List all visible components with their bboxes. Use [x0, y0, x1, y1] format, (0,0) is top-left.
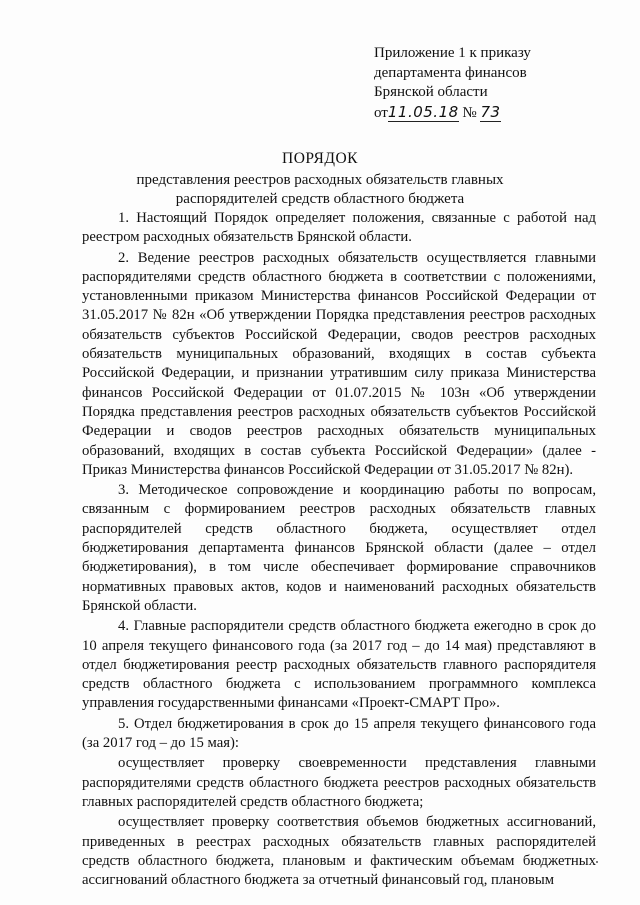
handwritten-number: 73 [480, 102, 501, 121]
document-subtitle: представления реестров расходных обязательств главных распорядителей средств областного бюджета [136, 172, 504, 207]
document-body [82, 209, 596, 890]
header-line-3: Брянской области [374, 84, 488, 100]
paragraph-3: 3. Методическое сопровождение и координацию работы по вопросам, связанным с формированием реестров расходных обязательств главных распорядителей средств областного бюджета, осуществляет отдел бюджетирования департамента финансов Брянской области (далее – отдел бюджетирования), в том числе обеспечивает формирование справочников нормативных правовых актов, кодов и наименований расходных обязательств Брянской области. [82, 482, 596, 614]
paragraph-4: 4. Главные распорядители средств областного бюджета ежегодно в срок до 10 апреля текущего финансового года (за 2017 год – до 14 мая) представляют в отдел бюджетирования реестр расходных обязательств главного распорядителя средств областного бюджета с использованием программного комплекса управления государственными финансами «Проект-СМАРТ Про». [82, 618, 596, 712]
paragraph-2: 2. Ведение реестров расходных обязательств осуществляется главными распорядителями средств областного бюджета в соответствии с положениями, установленными приказом Министерства финансов Российской Федерации от 31.05.2017 № 82н «Об утверждении Порядка представления реестров расходных обязательств субъектов Российской Федерации, сводов реестров расходных обязательств муниципальных образований, входящих в состав субъекта Российской Федерации, и признании утратившим силу приказа Министерства финансов Российской Федерации от 01.07.2015 № 103н «Об утверждении Порядка представления реестров расходных обязательств субъектов Российской Федерации и сводов реестров расходных обязательств муниципальных образований, входящих в состав субъекта Российской Федерации» (далее - Приказ Министерства финансов Российской Федерации от 31.05.2017 № 82н). [82, 249, 596, 478]
header-date-line [374, 103, 614, 124]
number-prefix: № [462, 104, 477, 121]
paragraph-5-item-1: осуществляет проверку своевременности представления главными распорядителями средств областного бюджета реестров расходных обязательств главных распорядителей средств областного бюджета; [82, 755, 596, 810]
scan-speck [596, 861, 598, 863]
handwritten-date: 11.05.18 [387, 102, 459, 121]
appendix-header [374, 44, 614, 123]
header-line-1: Приложение 1 к приказу [374, 45, 531, 61]
paragraph-5: 5. Отдел бюджетирования в срок до 15 апреля текущего финансового года (за 2017 год – до 15 мая): [82, 715, 596, 752]
paragraph-5-item-2: осуществляет проверку соответствия объемов бюджетных ассигнований, приведенных в реестрах расходных обязательств главных распорядителей средств областного бюджета, плановым и фактическим объемам бюджетных ассигнований областного бюджета за отчетный финансовый год, плановым [82, 814, 596, 889]
paragraph-1: 1. Настоящий Порядок определяет положения, связанные с работой над реестром расходных обязательств Брянской области. [82, 210, 596, 246]
header-line-2: департамента финансов [374, 64, 527, 81]
document-title: ПОРЯДОК [282, 150, 358, 167]
date-prefix: от [374, 104, 388, 121]
